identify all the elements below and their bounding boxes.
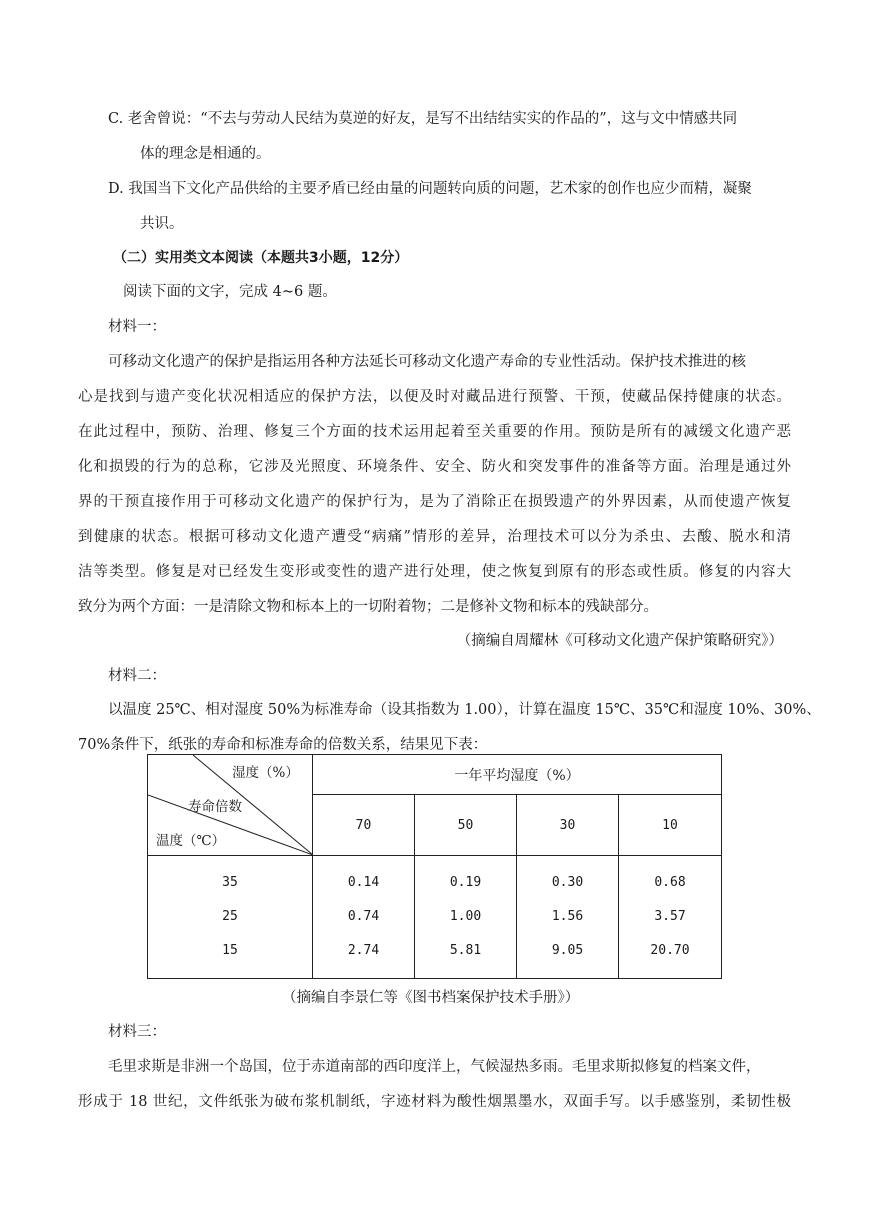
- material1-line: 洁等类型。修复是对已经发生变形或变性的遗产进行处理，使之恢复到原有的形态或性质。修复的内容大: [78, 564, 791, 580]
- table-corner-cell: [148, 755, 313, 856]
- table-row: [148, 856, 722, 901]
- table-cell: 2.74: [313, 934, 415, 979]
- material3-label: 材料三：: [108, 1024, 166, 1040]
- table-row: [148, 900, 722, 934]
- material1-line: 心是找到与遗产变化状况相适应的保护方法，以便及时对藏品进行预警、干预，使藏品保持健康的状态。: [78, 389, 791, 405]
- corner-temp-label: 温度（℃）: [156, 833, 226, 849]
- material1-line: 可移动文化遗产的保护是指运用各种方法延长可移动文化遗产寿命的专业性活动。保护技术推进的核: [108, 354, 746, 370]
- corner-humidity-label: 湿度（%）: [232, 765, 299, 781]
- table-cell: 1.00: [415, 900, 517, 934]
- row-temp: 15: [148, 934, 313, 979]
- section-heading: （二）实用类文本阅读（本题共3小题，12分）: [113, 250, 409, 266]
- table-cell: 0.14: [313, 856, 415, 901]
- table-cell: 0.19: [415, 856, 517, 901]
- row-temp: 35: [148, 856, 313, 901]
- table-cell: 0.68: [619, 856, 722, 901]
- table-cell: 3.57: [619, 900, 722, 934]
- option-d-line2: 共识。: [140, 216, 184, 232]
- option-d-line1: D. 我国当下文化产品供给的主要矛盾已经由量的问题转向质的问题，艺术家的创作也应少而精，凝聚: [108, 181, 752, 197]
- material3-line: 毛里求斯是非洲一个岛国，位于赤道南部的西印度洋上，气候湿热多雨。毛里求斯拟修复的档案文件，: [108, 1059, 761, 1075]
- section-instruction: 阅读下面的文字，完成 4~6 题。: [123, 284, 337, 300]
- column-header: 50: [415, 795, 517, 856]
- table-cell: 5.81: [415, 934, 517, 979]
- material1-label: 材料一：: [108, 319, 166, 335]
- material2-line1: 以温度 25℃、相对湿度 50%为标准寿命（设其指数为 1.00），计算在温度 15℃、35℃和湿度 10%、30%、: [108, 702, 821, 718]
- material1-line: 界的干预直接作用于可移动文化遗产的保护行为，是为了消除正在损毁遗产的外界因素，从而使遗产恢复: [78, 494, 791, 510]
- option-c-line2: 体的理念是相通的。: [140, 146, 271, 162]
- column-header: 70: [313, 795, 415, 856]
- table-cell: 1.56: [517, 900, 619, 934]
- column-header: 10: [619, 795, 722, 856]
- material3-line: 形成于 18 世纪，文件纸张为破布浆机制纸，字迹材料为酸性烟黑墨水，双面手写。以手感鉴别，柔韧性极: [78, 1094, 791, 1110]
- option-c-line1: C. 老舍曾说：“不去与劳动人民结为莫逆的好友，是写不出结结实实的作品的”，这与文中情感共同: [108, 111, 738, 127]
- table-cell: 0.30: [517, 856, 619, 901]
- corner-multiple-label: 寿命倍数: [188, 799, 242, 815]
- material1-line: 致分为两个方面：一是清除文物和标本上的一切附着物；二是修补文物和标本的残缺部分。: [78, 599, 658, 615]
- humidity-group-header: 一年平均湿度（%）: [313, 755, 722, 795]
- table-cell: 0.74: [313, 900, 415, 934]
- material2-source: （摘编自李景仁等《图书档案保护技术手册》）: [282, 990, 580, 1006]
- material1-line: 到健康的状态。根据可移动文化遗产遭受“病痛”情形的差异，治理技术可以分为杀虫、去酸、脱水和清: [78, 529, 791, 545]
- column-header: 30: [517, 795, 619, 856]
- table-row: [148, 934, 722, 979]
- material1-line: 在此过程中，预防、治理、修复三个方面的技术运用起着至关重要的作用。预防是所有的减缓文化遗产恶: [78, 424, 791, 440]
- material2-label: 材料二：: [108, 668, 166, 684]
- material1-source: （摘编自周耀林《可移动文化遗产保护策略研究》）: [456, 633, 783, 649]
- row-temp: 25: [148, 900, 313, 934]
- material2-line2: 70%条件下，纸张的寿命和标准寿命的倍数关系，结果见下表：: [78, 737, 488, 753]
- table-cell: 20.70: [619, 934, 722, 979]
- paper-lifespan-table: [147, 754, 722, 979]
- material1-line: 化和损毁的行为的总称，它涉及光照度、环境条件、安全、防火和突发事件的准备等方面。治理是通过外: [78, 459, 791, 475]
- table-cell: 9.05: [517, 934, 619, 979]
